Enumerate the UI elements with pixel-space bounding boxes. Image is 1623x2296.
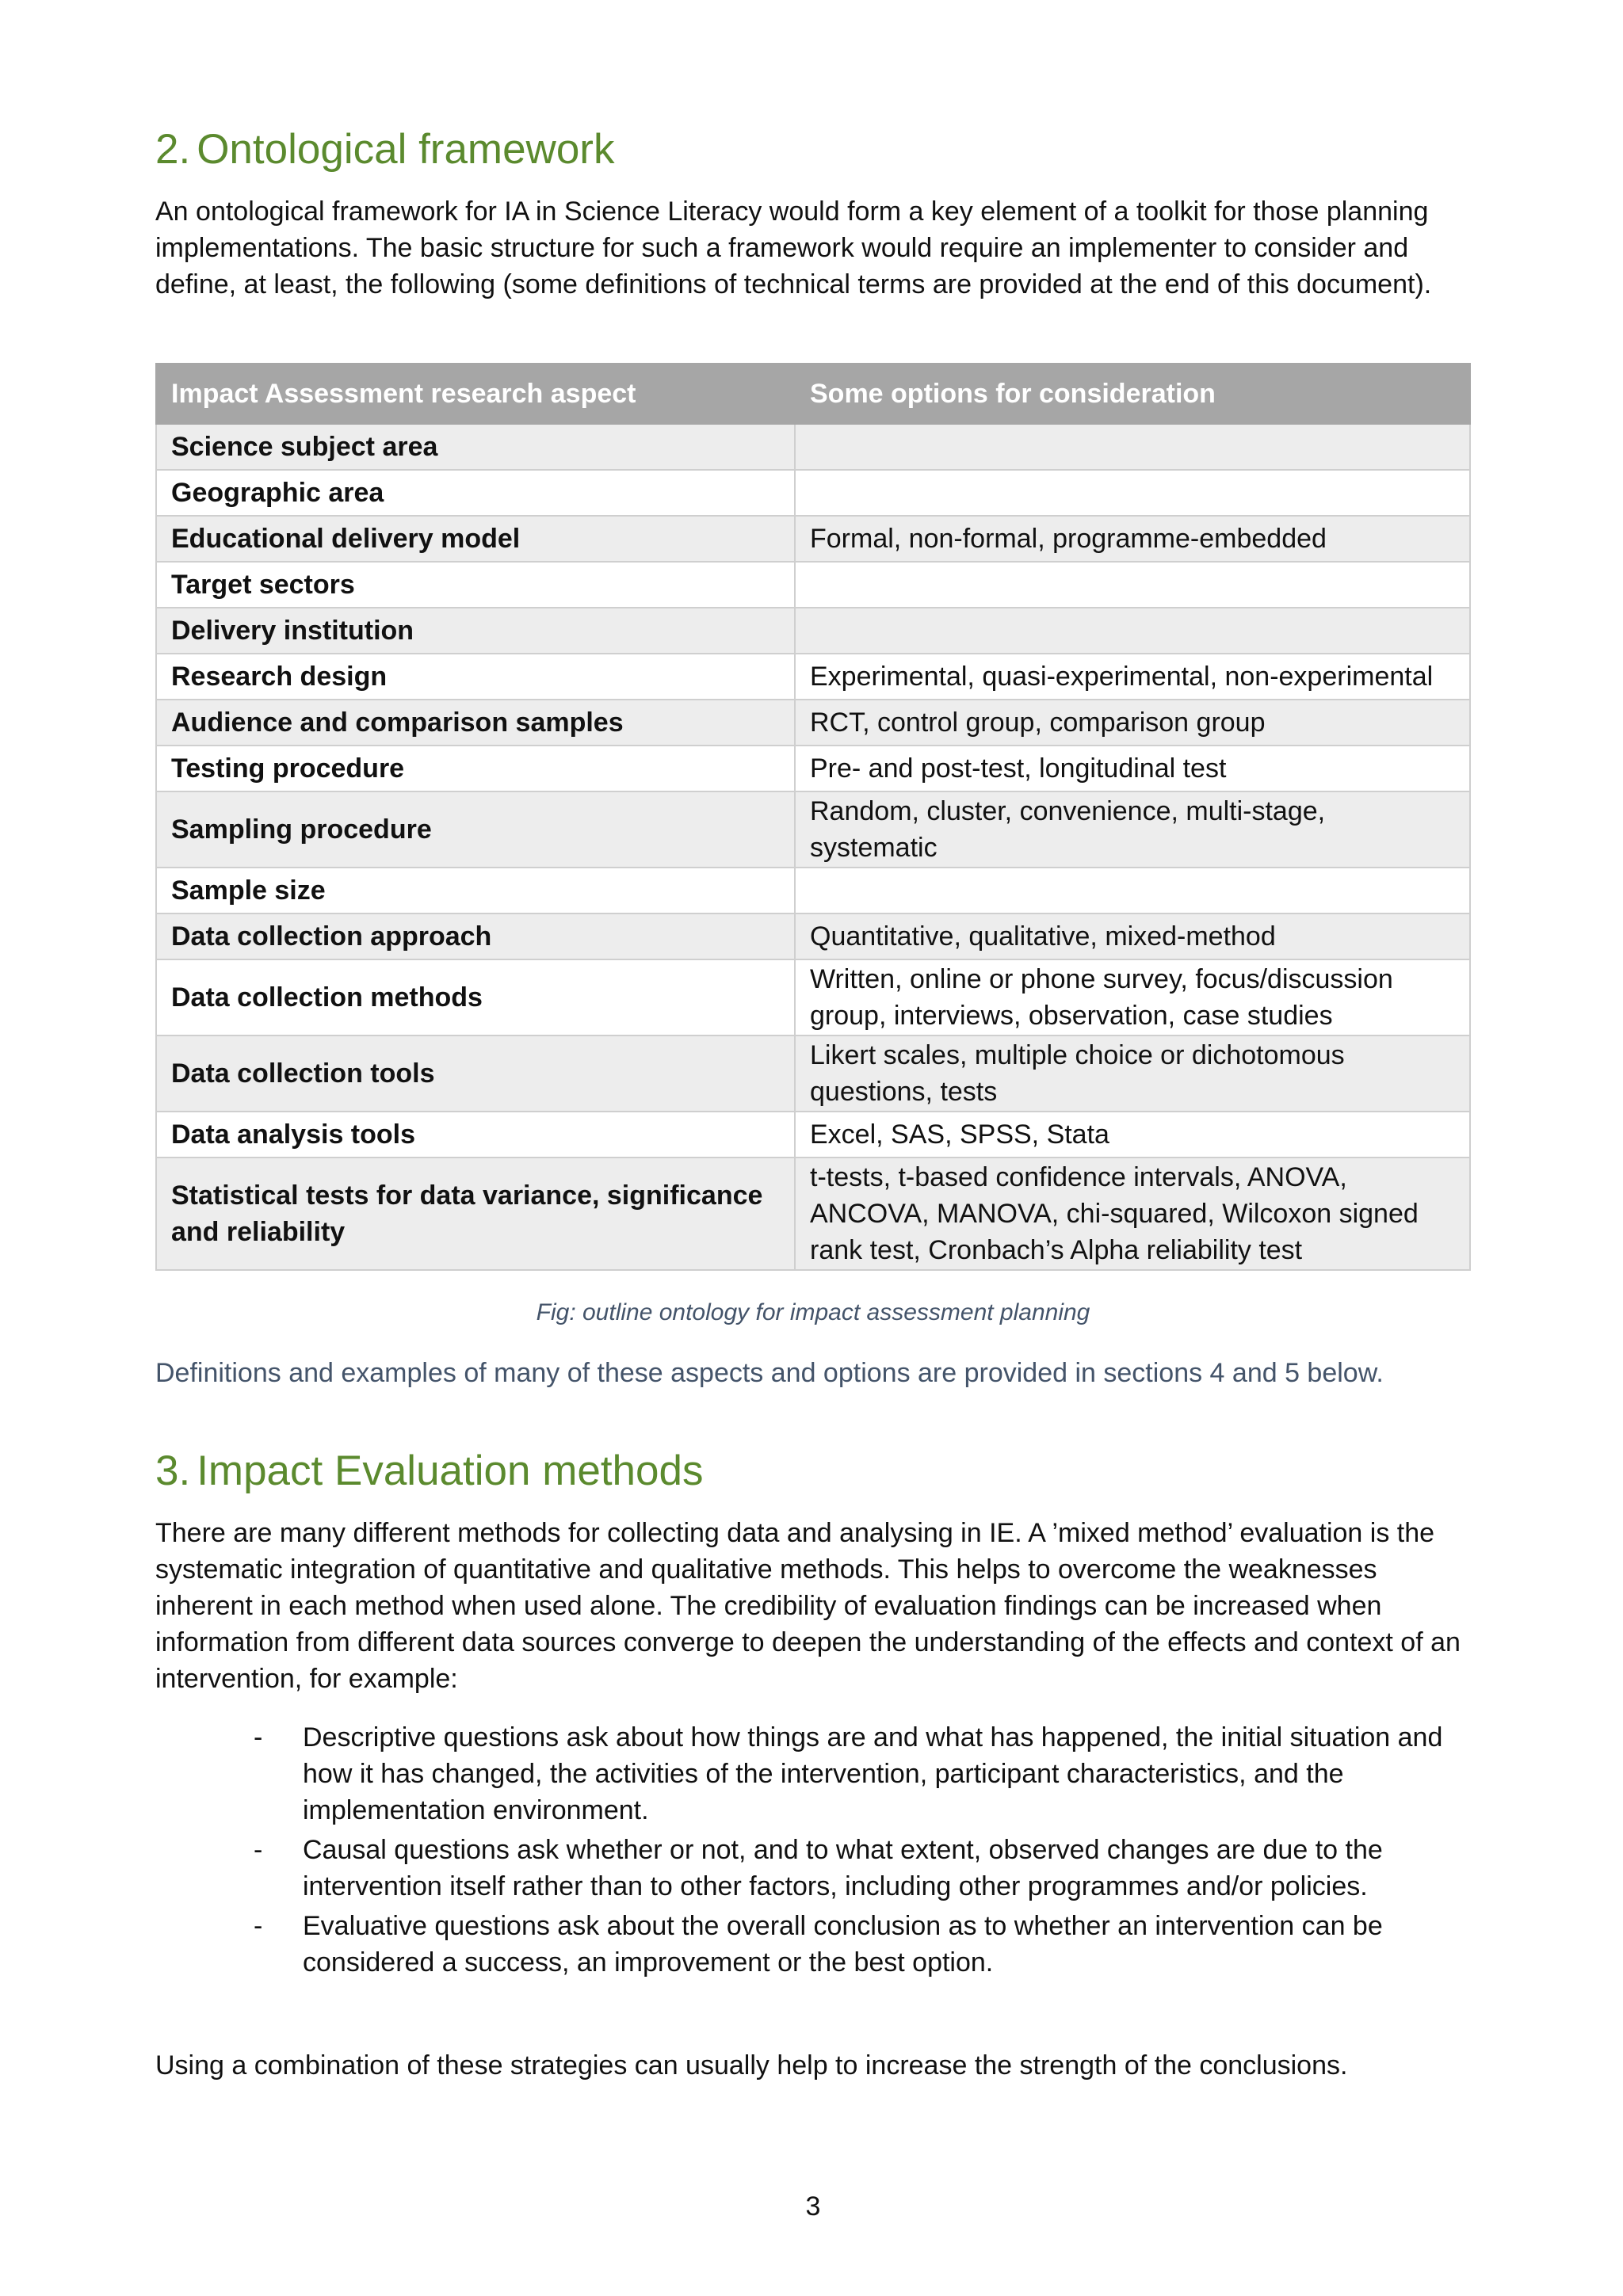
list-item-text: Descriptive questions ask about how things are and what has happened, the initial situation and how it has changed, the activities of the intervention, participant characteristics, and the implementation environment. bbox=[303, 1722, 1443, 1825]
section-2-number: 2. bbox=[155, 126, 191, 173]
options-cell bbox=[795, 470, 1470, 516]
options-cell: t-tests, t-based confidence intervals, ANOVA, ANCOVA, MANOVA, chi-squared, Wilcoxon signed rank test, Cronbach’s Alpha reliability test bbox=[795, 1158, 1470, 1270]
ontology-table bbox=[155, 363, 1471, 1271]
options-cell: Formal, non-formal, programme-embedded bbox=[795, 516, 1470, 562]
aspect-cell: Science subject area bbox=[156, 424, 795, 470]
aspect-cell: Delivery institution bbox=[156, 608, 795, 654]
aspect-cell: Geographic area bbox=[156, 470, 795, 516]
aspect-cell: Target sectors bbox=[156, 562, 795, 608]
bullet-marker: - bbox=[254, 1722, 263, 1753]
options-cell bbox=[795, 562, 1470, 608]
table-row bbox=[156, 516, 1470, 562]
section-3-heading bbox=[155, 1447, 704, 1495]
aspect-cell: Testing procedure bbox=[156, 746, 795, 791]
bullet-marker: - bbox=[254, 1911, 263, 1941]
table-row bbox=[156, 868, 1470, 913]
table-row bbox=[156, 791, 1470, 868]
options-cell: Likert scales, multiple choice or dichotomous questions, tests bbox=[795, 1035, 1470, 1112]
list-item bbox=[155, 1719, 1471, 1829]
options-cell: Experimental, quasi-experimental, non-experimental bbox=[795, 654, 1470, 700]
section-2-title: Ontological framework bbox=[197, 126, 615, 173]
options-cell: Excel, SAS, SPSS, Stata bbox=[795, 1112, 1470, 1158]
table-row bbox=[156, 1112, 1470, 1158]
aspect-cell: Statistical tests for data variance, significance and reliability bbox=[156, 1158, 795, 1270]
section-3-title: Impact Evaluation methods bbox=[197, 1447, 704, 1494]
section-3-closing: Using a combination of these strategies can usually help to increase the strength of the conclusions. bbox=[155, 2050, 1348, 2081]
table-row bbox=[156, 959, 1470, 1035]
aspect-cell: Research design bbox=[156, 654, 795, 700]
header-aspect: Impact Assessment research aspect bbox=[156, 364, 795, 424]
table-row bbox=[156, 424, 1470, 470]
table-row bbox=[156, 654, 1470, 700]
table-caption: Fig: outline ontology for impact assessment planning bbox=[536, 1299, 1090, 1325]
options-cell: Pre- and post-test, longitudinal test bbox=[795, 746, 1470, 791]
options-cell: Random, cluster, convenience, multi-stage, systematic bbox=[795, 791, 1470, 868]
definitions-note: Definitions and examples of many of these aspects and options are provided in sections 4 and 5 below. bbox=[155, 1358, 1384, 1388]
bullet-marker: - bbox=[254, 1835, 263, 1865]
section-3-intro: There are many different methods for collecting data and analysing in IE. A ’mixed method’ evaluation is the systematic integration of quantitative and qualitative methods. This helps to overcome the weaknesses inherent in each method when used alone. The credibility of evaluation findings can be increased when information from different data sources converge to deepen the understanding of the effects and context of an intervention, for example: bbox=[155, 1518, 1461, 1694]
options-cell bbox=[795, 868, 1470, 913]
table-row bbox=[156, 470, 1470, 516]
header-options: Some options for consideration bbox=[795, 364, 1470, 424]
options-cell: Quantitative, qualitative, mixed-method bbox=[795, 913, 1470, 959]
table-header-row bbox=[156, 364, 1470, 424]
table-row bbox=[156, 913, 1470, 959]
table-row bbox=[156, 1158, 1470, 1270]
list-item bbox=[155, 1832, 1471, 1905]
options-cell: RCT, control group, comparison group bbox=[795, 700, 1470, 746]
question-types-list bbox=[155, 1719, 1471, 1984]
aspect-cell: Sampling procedure bbox=[156, 791, 795, 868]
aspect-cell: Sample size bbox=[156, 868, 795, 913]
list-item-text: Evaluative questions ask about the overall conclusion as to whether an intervention can be considered a success, an improvement or the best option. bbox=[303, 1911, 1383, 1978]
aspect-cell: Data collection methods bbox=[156, 959, 795, 1035]
table-row bbox=[156, 700, 1470, 746]
aspect-cell: Data collection tools bbox=[156, 1035, 795, 1112]
section-3-number: 3. bbox=[155, 1447, 191, 1494]
aspect-cell: Data analysis tools bbox=[156, 1112, 795, 1158]
aspect-cell: Educational delivery model bbox=[156, 516, 795, 562]
page-number: 3 bbox=[805, 2191, 821, 2222]
aspect-cell: Data collection approach bbox=[156, 913, 795, 959]
table-row bbox=[156, 608, 1470, 654]
aspect-cell: Audience and comparison samples bbox=[156, 700, 795, 746]
section-2-heading bbox=[155, 125, 614, 174]
list-item bbox=[155, 1908, 1471, 1981]
table-row bbox=[156, 562, 1470, 608]
table-row bbox=[156, 746, 1470, 791]
options-cell: Written, online or phone survey, focus/discussion group, interviews, observation, case studies bbox=[795, 959, 1470, 1035]
options-cell bbox=[795, 608, 1470, 654]
section-2-intro: An ontological framework for IA in Science Literacy would form a key element of a toolkit for those planning implementations. The basic structure for such a framework would require an implementer to consider and define, at least, the following (some definitions of technical terms are provided at the end of this document). bbox=[155, 196, 1432, 299]
list-item-text: Causal questions ask whether or not, and to what extent, observed changes are due to the intervention itself rather than to other factors, including other programmes and/or policies. bbox=[303, 1835, 1383, 1901]
table-row bbox=[156, 1035, 1470, 1112]
options-cell bbox=[795, 424, 1470, 470]
